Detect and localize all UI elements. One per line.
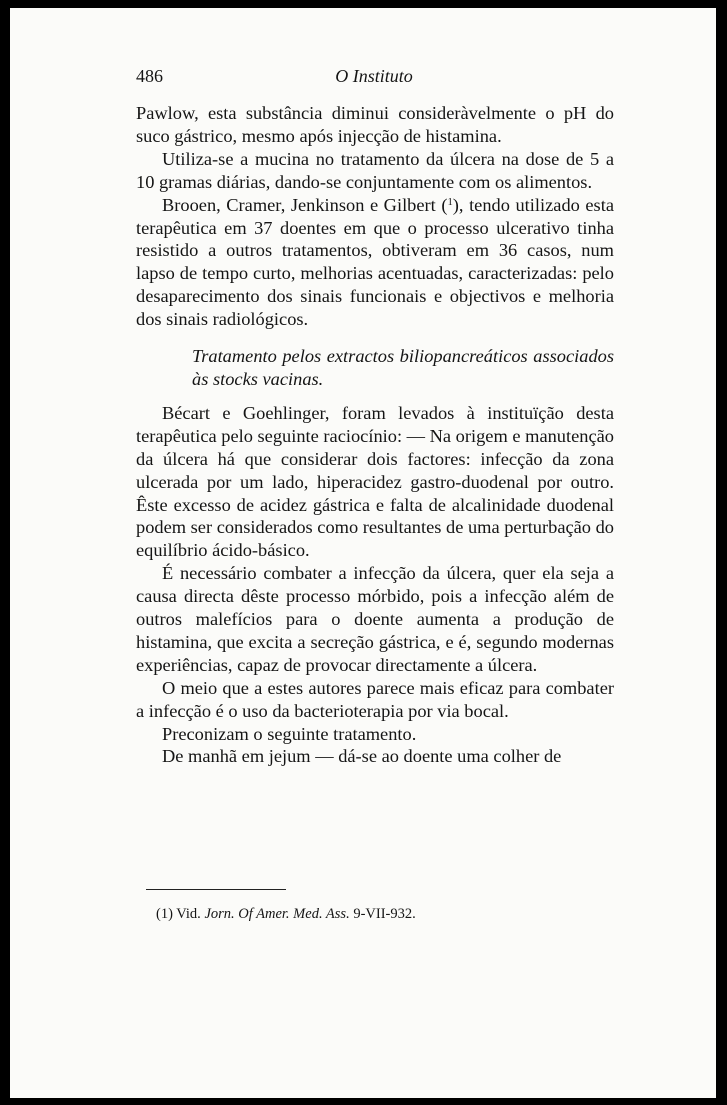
body-text: [136, 102, 614, 768]
footnote-divider: [146, 889, 286, 890]
footnote-reference: 1: [447, 195, 453, 208]
paragraph-meio: O meio que a estes autores parece mais eficaz para combater a infecção é o uso da bacterioterapia por via bocal.: [136, 677, 614, 721]
footnote-marker: (1): [156, 906, 173, 922]
footnote: [156, 906, 416, 923]
section-heading: Tratamento pelos extractos biliopancreáticos associados às stocks vacinas.: [192, 346, 614, 389]
paragraph-brooen-text-start: Brooen, Cramer, Jenkinson e Gilbert (: [162, 194, 448, 215]
paragraph-brooen: [136, 194, 614, 331]
paragraph-pawlow: Pawlow, esta substância diminui consideràvelmente o pH do suco gástrico, mesmo após injecção de histamina.: [136, 103, 614, 146]
paragraph-becart: Bécart e Goehlinger, foram levados à instituïção desta terapêutica pelo seguinte raciocínio: — Na origem e manutenção da úlcera há que considerar dois factores: infecção da zona ulcerada por um lado, hiperacidez gastro-duodenal por outro. Êste excesso de acidez gástrica e falta de alcalinidade duodenal podem ser considerados como resultantes de uma perturbação do equilíbrio ácido-básico.: [136, 402, 614, 561]
paragraph-mucina: Utiliza-se a mucina no tratamento da úlcera na dose de 5 a 10 gramas diárias, dando-se conjuntamente com os alimentos.: [136, 148, 614, 192]
paragraph-preconizam: Preconizam o seguinte tratamento.: [162, 723, 417, 744]
footnote-prefix: Vid.: [176, 906, 201, 922]
footnote-journal: Jorn. Of Amer. Med. Ass.: [204, 906, 350, 922]
paragraph-manha: De manhã em jejum — dá-se ao doente uma colher de: [162, 746, 562, 767]
running-title: O Instituto: [335, 66, 413, 86]
paragraph-brooen-text-end: ), tendo utilizado esta terapêutica em 37 doentes em que o processo ulcerativo tinha resistido a outros tratamentos, obtiveram em 36 casos, num lapso de tempo curto, melhorias acentuadas, caracterizadas: pelo desaparecimento dos sinais funcionais e objectivos e melhoria dos sinais radiológicos.: [136, 194, 614, 330]
paragraph-infeccao: É necessário combater a infecção da úlcera, quer ela seja a causa directa dêste processo mórbido, pois a infecção além de outros malefícios para o doente aumenta a produção de histamina, que excita a secreção gástrica, e é, segundo modernas experiências, capaz de provocar directamente a úlcera.: [136, 563, 614, 675]
footnote-reference-date: 9-VII-932.: [353, 906, 416, 922]
page-header: [136, 66, 612, 88]
page-number: 486: [136, 66, 163, 86]
